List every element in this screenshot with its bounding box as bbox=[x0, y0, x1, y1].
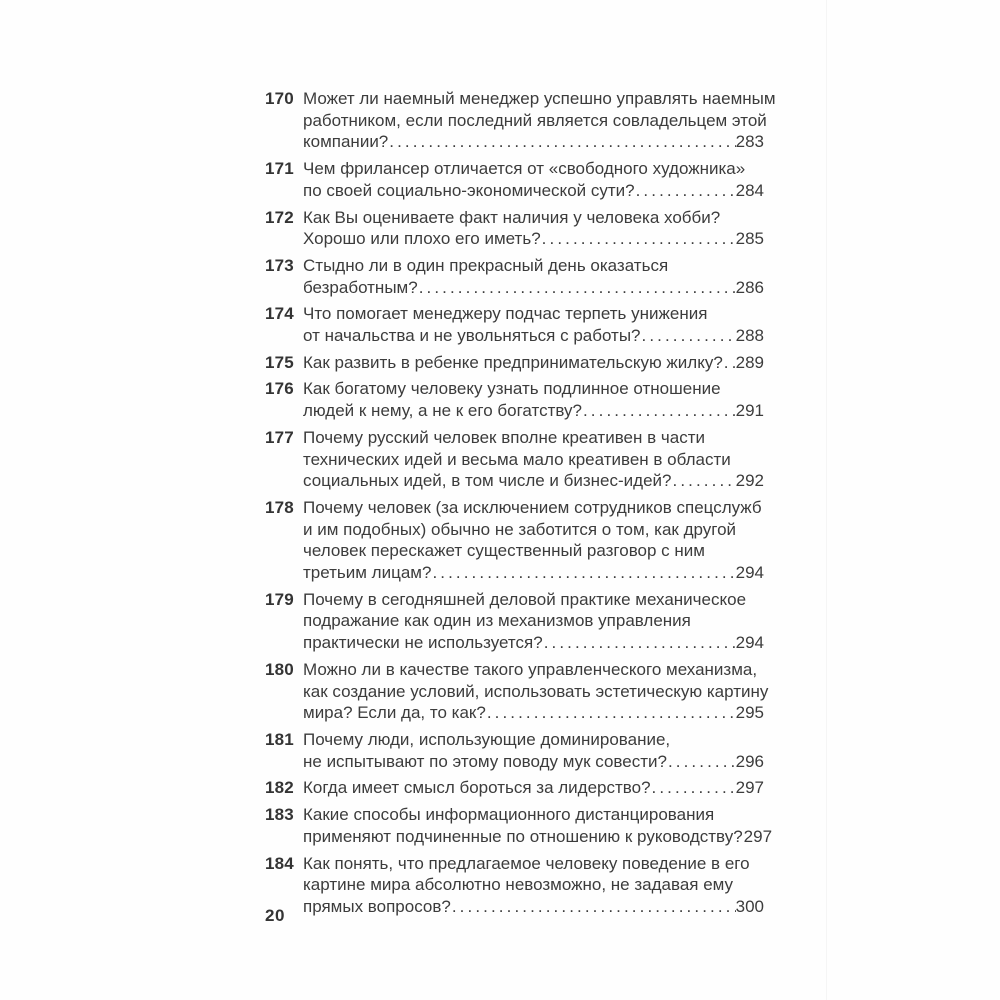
toc-entry-content bbox=[303, 659, 769, 724]
toc-entry-number: 174 bbox=[265, 304, 294, 324]
toc-entry-last-line bbox=[303, 352, 764, 374]
toc-line: технических идей и весьма мало креативен в области bbox=[303, 449, 731, 469]
toc-entry-content bbox=[303, 853, 764, 918]
page-edge-line bbox=[826, 0, 827, 1000]
toc-entry bbox=[265, 352, 764, 374]
toc-entry bbox=[265, 207, 764, 250]
toc-entry-text: от начальства и не увольняться с работы? bbox=[303, 326, 641, 346]
toc-entry-text: прямых вопросов? bbox=[303, 896, 451, 916]
toc-entry-text: компании? bbox=[303, 132, 389, 152]
toc-entry-content bbox=[303, 207, 764, 250]
toc-entry-last-line bbox=[303, 826, 773, 848]
toc-line: Что помогает менеджеру подчас терпеть унижения bbox=[303, 304, 708, 324]
toc-entry-content bbox=[303, 427, 764, 492]
toc-entry-last-line bbox=[303, 470, 764, 492]
toc-page-ref: 284 bbox=[735, 180, 764, 200]
toc-entry-number: 177 bbox=[265, 427, 294, 447]
toc-line: как создание условий, использовать эстетическую картину bbox=[303, 681, 769, 701]
toc-entry-number: 173 bbox=[265, 255, 294, 275]
toc-line: Почему русский человек вполне креативен в части bbox=[303, 427, 705, 447]
toc-entry bbox=[265, 729, 764, 772]
dot-leader bbox=[641, 325, 736, 347]
toc-entry bbox=[265, 853, 764, 918]
toc-entry-text: применяют подчиненные по отношению к руководству? bbox=[303, 826, 743, 846]
toc-entry-last-line bbox=[303, 896, 764, 918]
toc-page-ref: 295 bbox=[735, 703, 764, 723]
dot-leader bbox=[635, 180, 736, 202]
dot-leader bbox=[667, 751, 736, 773]
toc-line: Какие способы информационного дистанцирования bbox=[303, 805, 715, 825]
toc-entry bbox=[265, 589, 764, 654]
toc-entry-content bbox=[303, 352, 764, 374]
toc-line: и им подобных) обычно не заботится о том, как другой bbox=[303, 519, 737, 539]
dot-leader bbox=[651, 777, 736, 799]
toc-entry-last-line bbox=[303, 131, 764, 153]
toc-page-ref: 296 bbox=[735, 751, 764, 771]
dot-leader bbox=[582, 400, 736, 422]
toc-line: Как богатому человеку узнать подлинное отношение bbox=[303, 379, 721, 399]
toc-entry-content bbox=[303, 255, 764, 298]
toc-entry bbox=[265, 255, 764, 298]
toc-entry bbox=[265, 497, 764, 584]
toc-entry-number: 170 bbox=[265, 89, 294, 108]
toc-entry-content bbox=[303, 777, 764, 799]
toc-line: человек перескажет существенный разговор с ним bbox=[303, 541, 705, 561]
toc-entry-last-line bbox=[303, 228, 764, 250]
table-of-contents bbox=[265, 88, 776, 923]
toc-entry-text: по своей социально-экономической сути? bbox=[303, 180, 635, 200]
toc-line: картине мира абсолютно невозможно, не задавая ему bbox=[303, 875, 734, 895]
toc-page-ref: 294 bbox=[735, 633, 764, 653]
dot-leader bbox=[418, 277, 736, 299]
toc-entry-content bbox=[303, 88, 776, 153]
toc-entry-content bbox=[303, 303, 764, 346]
toc-entry-content bbox=[303, 729, 764, 772]
toc-entry-text: безработным? bbox=[303, 277, 418, 297]
footer-page-number: 20 bbox=[265, 906, 285, 925]
toc-page-ref: 294 bbox=[735, 563, 764, 583]
toc-entry-text: Когда имеет смысл бороться за лидерство? bbox=[303, 778, 651, 798]
toc-entry-content bbox=[303, 378, 764, 421]
toc-line: работником, если последний является совладельцем этой bbox=[303, 110, 767, 130]
toc-entry bbox=[265, 378, 764, 421]
toc-entry-number: 183 bbox=[265, 805, 294, 825]
toc-entry bbox=[265, 303, 764, 346]
toc-page-ref: 285 bbox=[735, 229, 764, 249]
toc-entry-last-line bbox=[303, 562, 764, 584]
dot-leader bbox=[672, 470, 736, 492]
toc-entry-text: социальных идей, в том числе и бизнес-идей? bbox=[303, 471, 672, 491]
toc-entry-last-line bbox=[303, 400, 764, 422]
toc-entry-text: Хорошо или плохо его иметь? bbox=[303, 229, 541, 249]
toc-entry-content bbox=[303, 589, 764, 654]
toc-page-ref: 297 bbox=[735, 778, 764, 798]
toc-entry-number: 172 bbox=[265, 207, 294, 227]
toc-line: Стыдно ли в один прекрасный день оказаться bbox=[303, 255, 669, 275]
toc-line: Как понять, что предлагаемое человеку поведение в его bbox=[303, 853, 750, 873]
toc-line: Может ли наемный менеджер успешно управлять наемным bbox=[303, 89, 776, 108]
toc-entry bbox=[265, 777, 764, 799]
toc-line: Чем фрилансер отличается от «свободного художника» bbox=[303, 159, 746, 179]
toc-line: Как Вы оцениваете факт наличия у человека хобби? bbox=[303, 207, 721, 227]
toc-entry-content bbox=[303, 497, 764, 584]
toc-line: Почему в сегодняшней деловой практике механическое bbox=[303, 589, 747, 609]
toc-entry-last-line bbox=[303, 777, 764, 799]
toc-line: подражание как один из механизмов управления bbox=[303, 611, 691, 631]
toc-entry-content bbox=[303, 804, 773, 847]
dot-leader bbox=[486, 702, 736, 724]
toc-entry-last-line bbox=[303, 325, 764, 347]
toc-page-ref: 300 bbox=[735, 896, 764, 916]
dot-leader bbox=[451, 896, 736, 918]
toc-entry-text: практически не используется? bbox=[303, 633, 543, 653]
toc-entry bbox=[265, 659, 769, 724]
toc-entry-number: 182 bbox=[265, 778, 294, 798]
toc-page-ref: 291 bbox=[735, 401, 764, 421]
toc-line: Почему люди, использующие доминирование, bbox=[303, 729, 671, 749]
toc-entry-number: 184 bbox=[265, 853, 294, 873]
toc-page-ref: 297 bbox=[743, 826, 773, 846]
dot-leader bbox=[541, 228, 736, 250]
toc-entry-number: 179 bbox=[265, 589, 294, 609]
toc-line: Можно ли в качестве такого управленческого механизма, bbox=[303, 659, 758, 679]
toc-page-ref: 288 bbox=[735, 326, 764, 346]
toc-entry bbox=[265, 158, 764, 201]
toc-page-ref: 286 bbox=[735, 277, 764, 297]
toc-entry-last-line bbox=[303, 277, 764, 299]
dot-leader bbox=[431, 562, 735, 584]
toc-entry-number: 176 bbox=[265, 379, 294, 399]
toc-page-ref: 289 bbox=[735, 352, 764, 372]
toc-entry-content bbox=[303, 158, 764, 201]
toc-entry-text: мира? Если да, то как? bbox=[303, 703, 486, 723]
toc-entry bbox=[265, 427, 764, 492]
toc-entry-text: третьим лицам? bbox=[303, 563, 432, 583]
toc-entry-number: 178 bbox=[265, 497, 294, 517]
toc-entry-last-line bbox=[303, 751, 764, 773]
toc-entry bbox=[265, 88, 776, 153]
toc-page-ref: 292 bbox=[735, 471, 764, 491]
toc-page-ref: 283 bbox=[735, 132, 764, 152]
toc-entry-text: Как развить в ребенке предпринимательскую жилку? bbox=[303, 352, 723, 372]
toc-entry-number: 175 bbox=[265, 352, 294, 372]
toc-entry-last-line bbox=[303, 632, 764, 654]
toc-entry-text: людей к нему, а не к его богатству? bbox=[303, 401, 582, 421]
toc-entry-number: 180 bbox=[265, 659, 294, 679]
dot-leader bbox=[388, 131, 735, 153]
toc-entry bbox=[265, 804, 773, 847]
toc-entry-text: не испытывают по этому поводу мук совести? bbox=[303, 751, 667, 771]
toc-entry-last-line bbox=[303, 702, 764, 724]
toc-line: Почему человек (за исключением сотрудников спецслужб bbox=[303, 497, 762, 517]
dot-leader bbox=[723, 352, 736, 374]
dot-leader bbox=[543, 632, 736, 654]
toc-entry-number: 181 bbox=[265, 729, 294, 749]
toc-entry-number: 171 bbox=[265, 159, 294, 179]
toc-entry-last-line bbox=[303, 180, 764, 202]
